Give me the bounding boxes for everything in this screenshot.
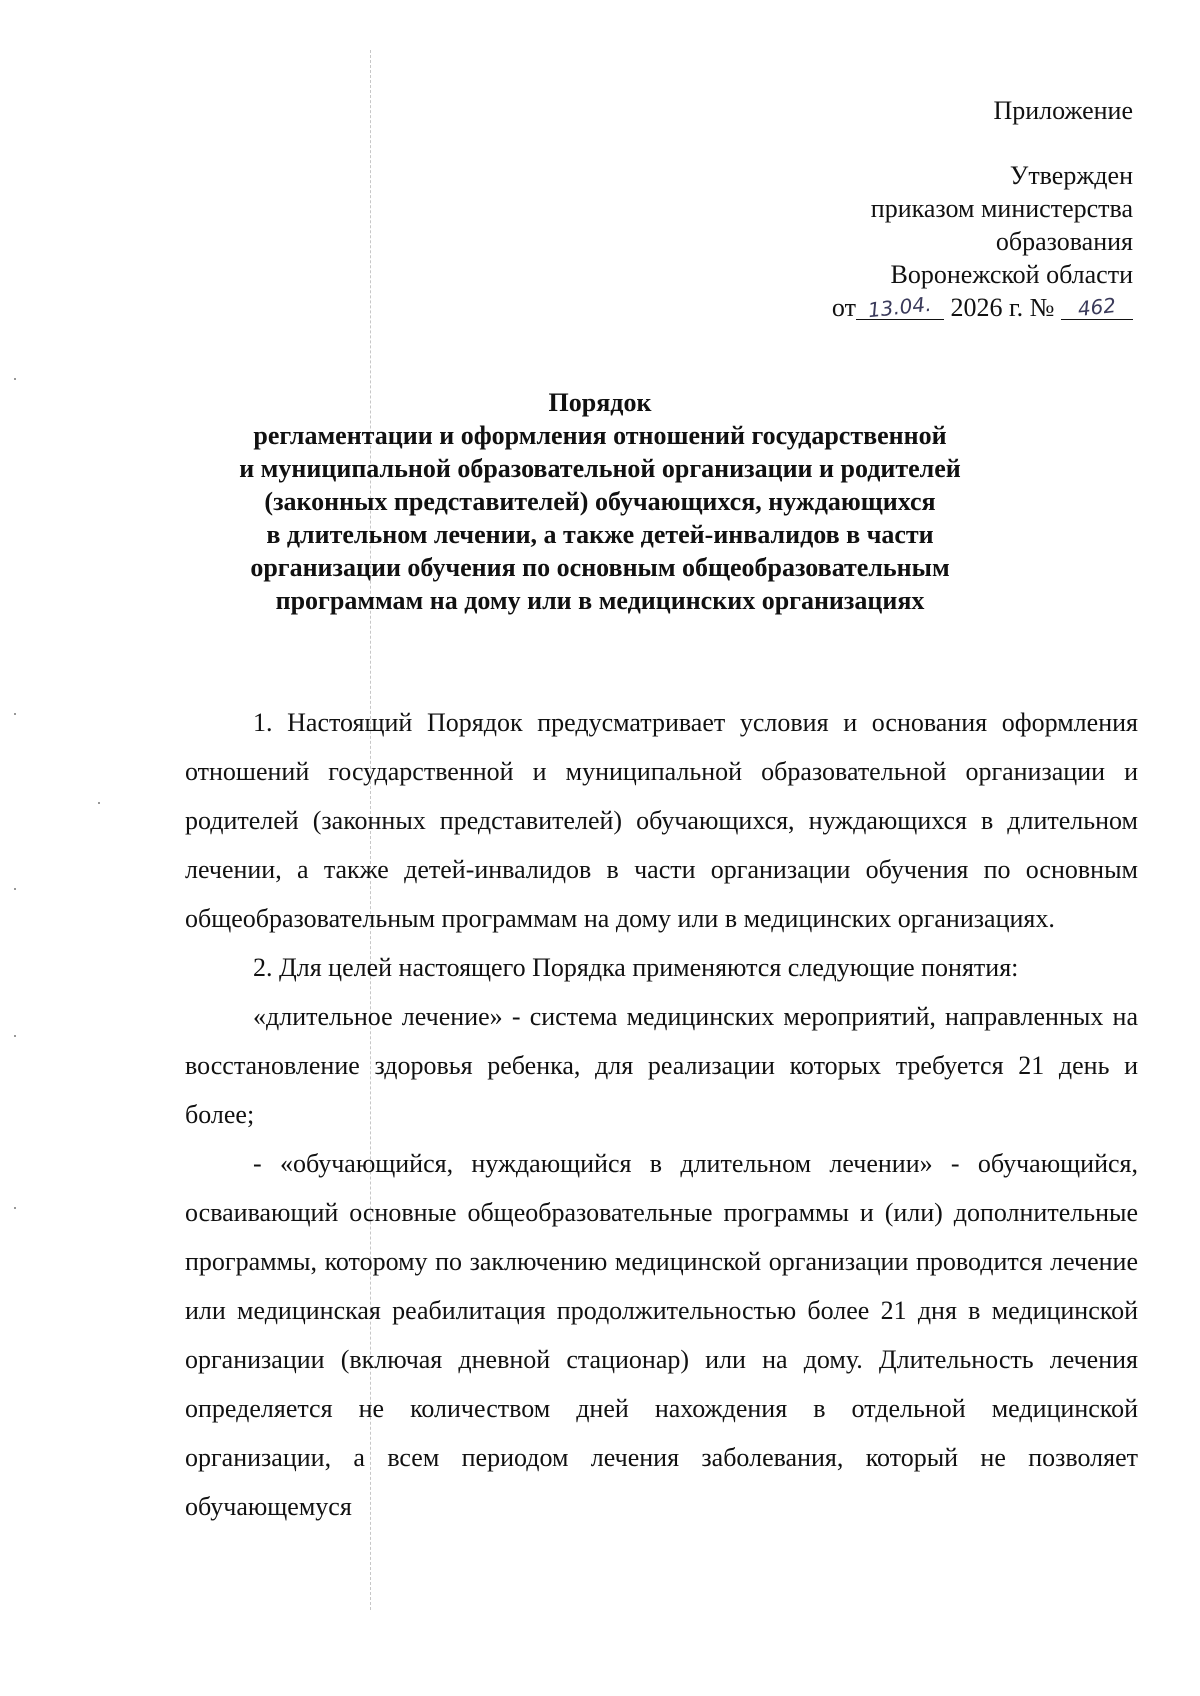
- scan-speck: [14, 713, 16, 715]
- scan-speck: [14, 1035, 16, 1037]
- document-body: [185, 698, 1138, 1531]
- title-line: (законных представителей) обучающихся, нуждающихся: [264, 487, 936, 516]
- body-paragraph: - «обучающийся, нуждающийся в длительном лечении» - обучающийся, осваивающий основные общеобразовательные программы и (или) дополнительные программы, которому по заключению медицинской организации проводится лечение или медицинская реабилитация продолжительностью более 21 дня в медицинской организации (включая дневной стационар) или на дому. Длительность лечения определяется не количеством дней нахождения в отдельной медицинской организации, а всем периодом лечения заболевания, который не позволяет обучающемуся: [185, 1149, 1138, 1521]
- order-date-field: [856, 291, 944, 323]
- order-year: 2026 г. №: [950, 293, 1055, 322]
- order-reference: [832, 291, 1133, 324]
- scan-speck: [98, 802, 100, 804]
- order-prefix: от: [831, 293, 856, 322]
- scan-speck: [14, 1207, 16, 1209]
- approval-line: образования: [995, 227, 1133, 256]
- approval-line: Воронежской области: [890, 260, 1133, 289]
- document-title: [190, 386, 1010, 617]
- scan-speck: [14, 378, 16, 380]
- order-number-field: [1061, 293, 1133, 321]
- title-line: организации обучения по основным общеобразовательным: [250, 553, 950, 582]
- order-number-handwritten: 462: [1076, 293, 1118, 321]
- title-line: регламентации и оформления отношений государственной: [253, 421, 947, 450]
- order-date-handwritten: 13.04.: [866, 291, 933, 323]
- title-line: в длительном лечении, а также детей-инвалидов в части: [266, 520, 934, 549]
- title-heading: Порядок: [548, 388, 652, 417]
- approval-block: [832, 159, 1133, 324]
- body-paragraph: 2. Для целей настоящего Порядка применяются следующие понятия:: [253, 953, 1019, 982]
- approval-line: Утвержден: [1009, 161, 1133, 190]
- body-paragraph: 1. Настоящий Порядок предусматривает условия и основания оформления отношений государственной и муниципальной образовательной организации и родителей (законных представителей) обучающихся, нуждающихся в длительном лечении, а также детей-инвалидов в части организации обучения по основным общеобразовательным программам на дому или в медицинских организациях.: [185, 708, 1138, 933]
- appendix-label: Приложение: [993, 96, 1133, 125]
- body-paragraph: «длительное лечение» - система медицинских мероприятий, направленных на восстановление здоровья ребенка, для реализации которых требуется 21 день и более;: [185, 1002, 1138, 1129]
- scan-speck: [14, 888, 16, 890]
- title-line: и муниципальной образовательной организации и родителей: [239, 454, 961, 483]
- approval-line: приказом министерства: [870, 194, 1133, 223]
- title-line: программам на дому или в медицинских организациях: [275, 586, 925, 615]
